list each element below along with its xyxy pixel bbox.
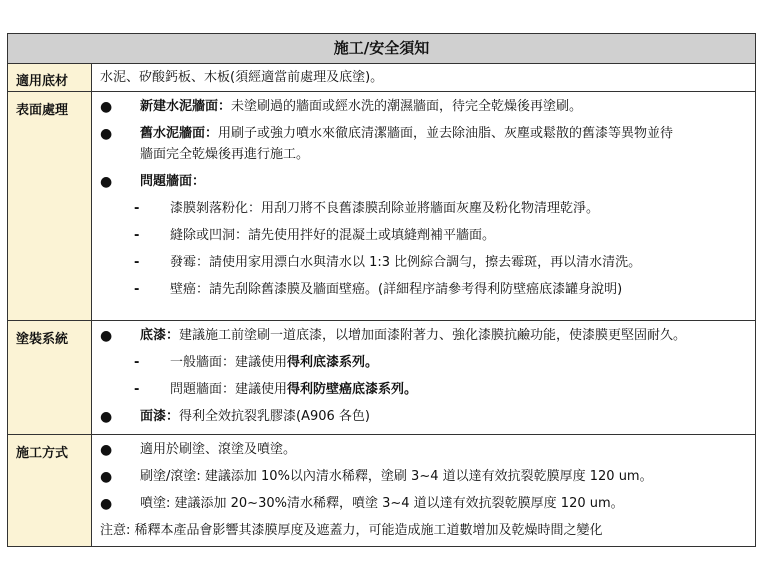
- problem-item-peeling: 漆膜剝落粉化：用刮刀將不良舊漆膜刮除並將牆面灰塵及粉化物清理乾淨。: [170, 201, 600, 216]
- topcoat-title: 面漆：: [140, 409, 180, 424]
- old-wall-title: 舊水泥牆面：: [140, 126, 219, 141]
- bullet-icon: ●: [100, 126, 113, 142]
- row-label-system: 塗裝系統: [8, 321, 92, 434]
- problem-item-efflorescence: 壁癌：請先刮除舊漆膜及牆面壁癌。(詳細程序請參考得利防壁癌底漆罐身說明): [170, 282, 623, 297]
- row-label-substrate: 適用底材: [8, 64, 92, 91]
- general-wall-product: 得利底漆系列。: [287, 355, 379, 370]
- new-wall-text: 未塗刷過的牆面或經水洗的潮濕牆面，待完全乾燥後再塗刷。: [231, 99, 583, 114]
- general-wall-prefix: 一般牆面：建議使用: [170, 355, 288, 370]
- old-wall-text-1: 用刷子或強力噴水來徹底清潔牆面，並去除油脂、灰塵或鬆散的舊漆等異物並待: [218, 126, 674, 141]
- method-item-brush-roller: 刷塗/滾塗: 建議添加 10%以內清水稀釋，塗刷 3~4 道以達有效抗裂乾膜厚度 120 um。: [140, 469, 653, 484]
- dash-icon: -: [134, 282, 140, 297]
- construction-safety-table: [7, 33, 756, 547]
- bullet-icon: ●: [100, 442, 113, 458]
- dash-icon: -: [134, 201, 140, 216]
- primer-text: 建議施工前塗刷一道底漆，以增加面漆附著力、強化漆膜抗鹼功能，使漆膜更堅固耐久。: [179, 328, 687, 343]
- bullet-icon: ●: [100, 409, 113, 425]
- system-content: [92, 321, 755, 434]
- method-content: [92, 435, 755, 546]
- row-label-method: 施工方式: [8, 435, 92, 546]
- topcoat-text: 得利全效抗裂乳膠漆(A906 各色): [179, 409, 370, 424]
- substrate-text: 水泥、矽酸鈣板、木板(須經適當前處理及底塗)。: [100, 70, 384, 85]
- dash-icon: -: [134, 228, 140, 243]
- row-system: [8, 321, 755, 435]
- dash-icon: -: [134, 355, 140, 370]
- bullet-icon: ●: [100, 496, 113, 512]
- old-wall-text-2: 牆面完全乾燥後再進行施工。: [140, 147, 310, 162]
- problem-item-cracks: 縫除或凹洞：請先使用拌好的混凝土或填縫劑補平牆面。: [170, 228, 496, 243]
- problem-wall-prefix: 問題牆面：建議使用: [170, 382, 288, 397]
- problem-wall-title: 問題牆面：: [140, 174, 206, 189]
- bullet-icon: ●: [100, 328, 113, 344]
- bullet-icon: ●: [100, 174, 113, 190]
- method-item-applicable: 適用於刷塗、滾塗及噴塗。: [140, 442, 297, 457]
- problem-item-mold: 發霉：請使用家用漂白水與清水以 1:3 比例綜合調勻，擦去霉斑，再以清水清洗。: [170, 255, 642, 270]
- surface-content: [92, 92, 755, 320]
- dash-icon: -: [134, 382, 140, 397]
- row-label-surface: 表面處理: [8, 92, 92, 320]
- row-substrate: [8, 64, 755, 92]
- method-note: 注意: 稀釋本產品會影響其漆膜厚度及遮蓋力，可能造成施工道數增加及乾燥時間之變化: [100, 523, 603, 538]
- bullet-icon: ●: [100, 99, 113, 115]
- method-item-spray: 噴塗: 建議添加 20~30%清水稀釋，噴塗 3~4 道以達有效抗裂乾膜厚度 120 um。: [140, 496, 624, 511]
- table-title: 施工/安全須知: [8, 34, 755, 64]
- dash-icon: -: [134, 255, 140, 270]
- row-surface: [8, 92, 755, 321]
- new-wall-title: 新建水泥牆面：: [140, 99, 232, 114]
- primer-title: 底漆：: [140, 328, 180, 343]
- substrate-content: [92, 64, 755, 91]
- bullet-icon: ●: [100, 469, 113, 485]
- row-method: [8, 435, 755, 546]
- problem-wall-product: 得利防壁癌底漆系列。: [287, 382, 418, 397]
